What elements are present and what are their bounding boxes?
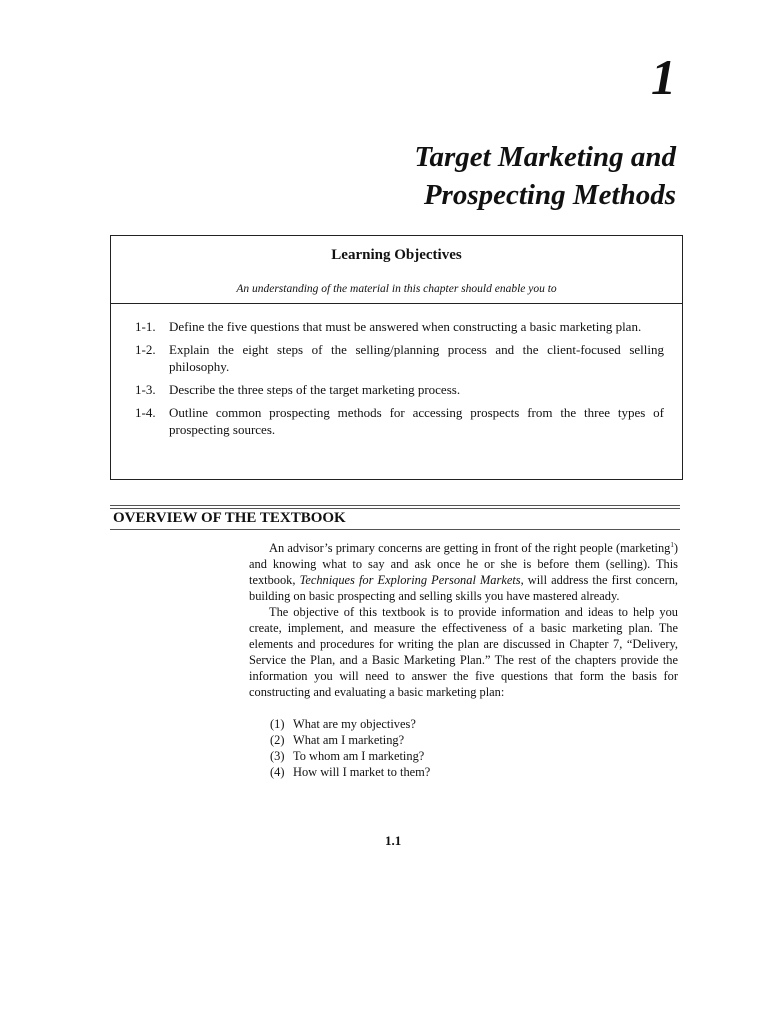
section-rule-top-inner [110,508,680,509]
paragraph-text: ) and knowing what to say and ask once he or she is before them (selling). This textbook, [249,541,678,587]
question-number: (2) [270,733,285,747]
question-item [270,764,678,780]
overview-paragraph-1 [249,540,678,604]
objectives-heading: Learning Objectives [331,247,462,263]
learning-objectives-box [110,235,683,480]
question-item [270,748,678,764]
objective-item [135,404,664,438]
objective-text: Define the five questions that must be answered when constructing a basic marketing plan. [169,319,642,334]
overview-body [249,540,678,780]
question-item [270,716,678,732]
questions-list [270,716,678,780]
objective-text: Explain the eight steps of the selling/planning process and the client-focused selling philosophy. [169,342,664,374]
question-text: How will I market to them? [293,765,431,779]
question-text: What are my objectives? [293,717,416,731]
question-item [270,732,678,748]
objectives-list [135,318,664,438]
objective-number: 1-2. [135,342,156,357]
chapter-title-line: Prospecting Methods [423,179,676,211]
question-text: To whom am I marketing? [293,749,425,763]
question-number: (4) [270,765,285,779]
overview-paragraph-2: The objective of this textbook is to provide information and ideas to help you create, implement, and measure the effectiveness of a basic marketing plan. The elements and procedures for writing the plan are discussed in Chapter 7, “Delivery, Service the Plan, and a Basic Marketing Plan.” The rest of the chapters provide the information you will need to answer the five questions that form the basis for constructing and evaluating a basic marketing plan: [249,605,678,699]
paragraph-text: , will address the first concern, building on basic prospecting and selling skills you have mastered already. [249,573,678,603]
question-number: (1) [270,717,285,731]
chapter-title [156,138,676,214]
section-heading: OVERVIEW OF THE TEXTBOOK [113,510,346,526]
objective-number: 1-4. [135,405,156,420]
objectives-divider [111,303,682,304]
section-rule-top [110,505,680,506]
paragraph-text: An advisor’s primary concerns are getting in front of the right people (marketing [269,541,671,555]
objective-number: 1-1. [135,319,156,334]
objective-item [135,381,664,398]
objective-item [135,341,664,375]
objectives-intro: An understanding of the material in this chapter should enable you to [236,283,557,295]
question-text: What am I marketing? [293,733,405,747]
chapter-title-line: Target Marketing and [414,141,676,173]
page-number: 1.1 [385,833,402,848]
objective-number: 1-3. [135,382,156,397]
objective-text: Describe the three steps of the target marketing process. [169,382,461,397]
section-rule-bottom [110,529,680,530]
question-number: (3) [270,749,285,763]
chapter-number: 1 [651,49,676,105]
objective-text: Outline common prospecting methods for accessing prospects from the three types of prospecting sources. [169,405,664,437]
footnote-marker: 1 [670,540,674,549]
objective-item [135,318,664,335]
book-title: Techniques for Exploring Personal Markets [299,573,521,587]
